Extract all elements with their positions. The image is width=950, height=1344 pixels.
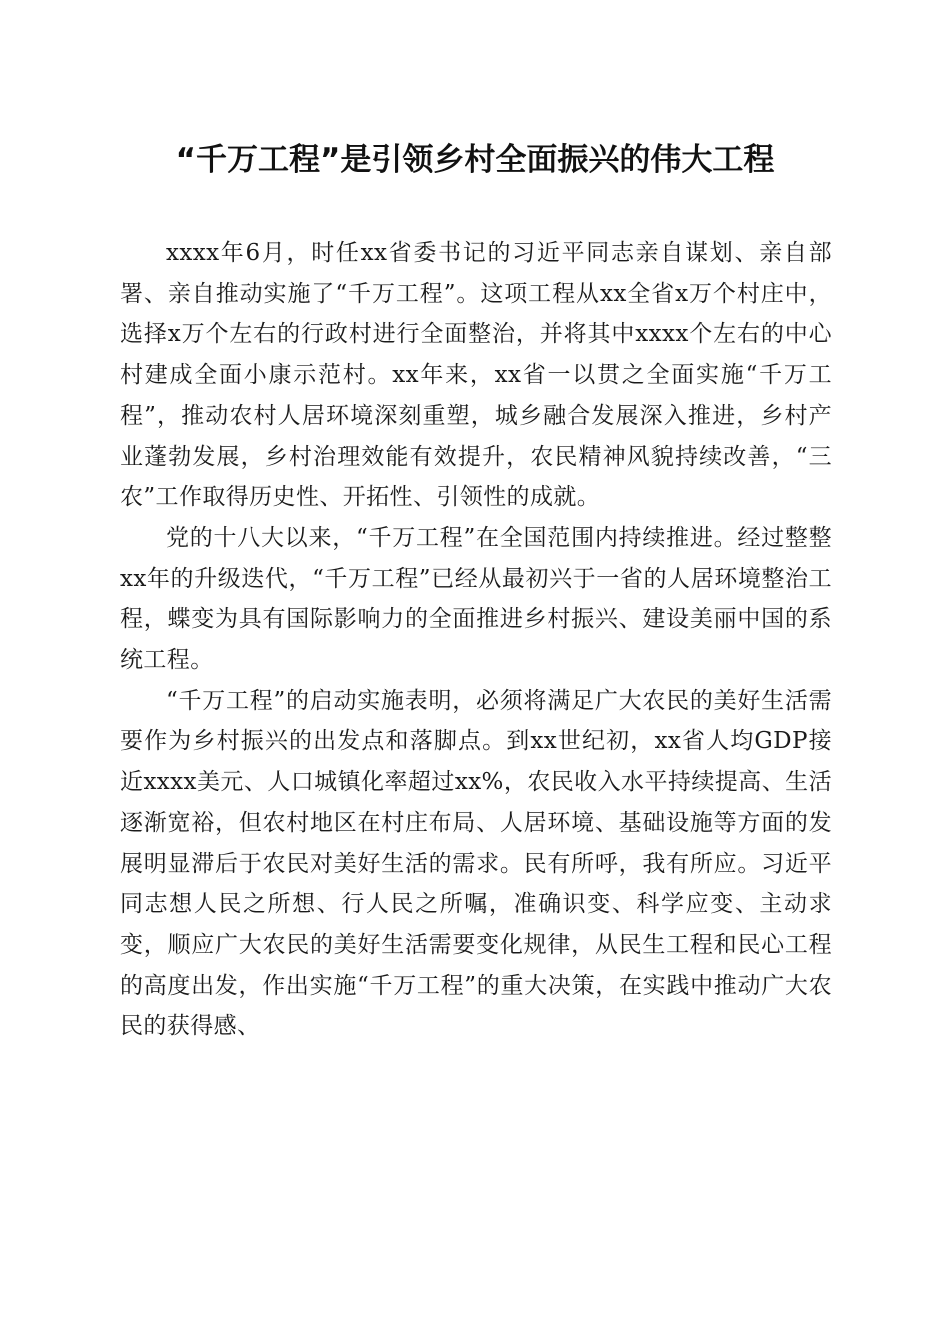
paragraph: “千万工程”的启动实施表明，必须将满足广大农民的美好生活需要作为乡村振兴的出发点和落脚点。到xx世纪初，xx省人均GDP接近xxxx美元、人口城镇化率超过xx%，农民收入水平持续提高、生活逐渐宽裕，但农村地区在村庄布局、人居环境、基础设施等方面的发展明显滞后于农民对美好生活的需求。民有所呼，我有所应。习近平同志想人民之所想、行人民之所嘱，准确识变、科学应变、主动求变，顺应广大农民的美好生活需要变化规律，从民生工程和民心工程的高度出发，作出实施“千万工程”的重大决策，在实践中推动广大农民的获得感、 — [120, 687, 832, 1040]
document-body — [120, 233, 832, 1047]
paragraph: xxxx年6月，时任xx省委书记的习近平同志亲自谋划、亲自部署、亲自推动实施了“千万工程”。这项工程从xx全省x万个村庄中，选择x万个左右的行政村进行全面整治，并将其中xxxx个左右的中心村建成全面小康示范村。xx年来，xx省一以贯之全面实施“千万工程”，推动农村人居环境深刻重塑，城乡融合发展深入推进，乡村产业蓬勃发展，乡村治理效能有效提升，农民精神风貌持续改善，“三农”工作取得历史性、开拓性、引领性的成就。 — [120, 240, 832, 511]
paragraph: 党的十八大以来，“千万工程”在全国范围内持续推进。经过整整xx年的升级迭代，“千万工程”已经从最初兴于一省的人居环境整治工程，蝶变为具有国际影响力的全面推进乡村振兴、建设美丽中国的系统工程。 — [120, 524, 832, 674]
document-title: “千万工程”是引领乡村全面振兴的伟大工程 — [175, 142, 775, 178]
